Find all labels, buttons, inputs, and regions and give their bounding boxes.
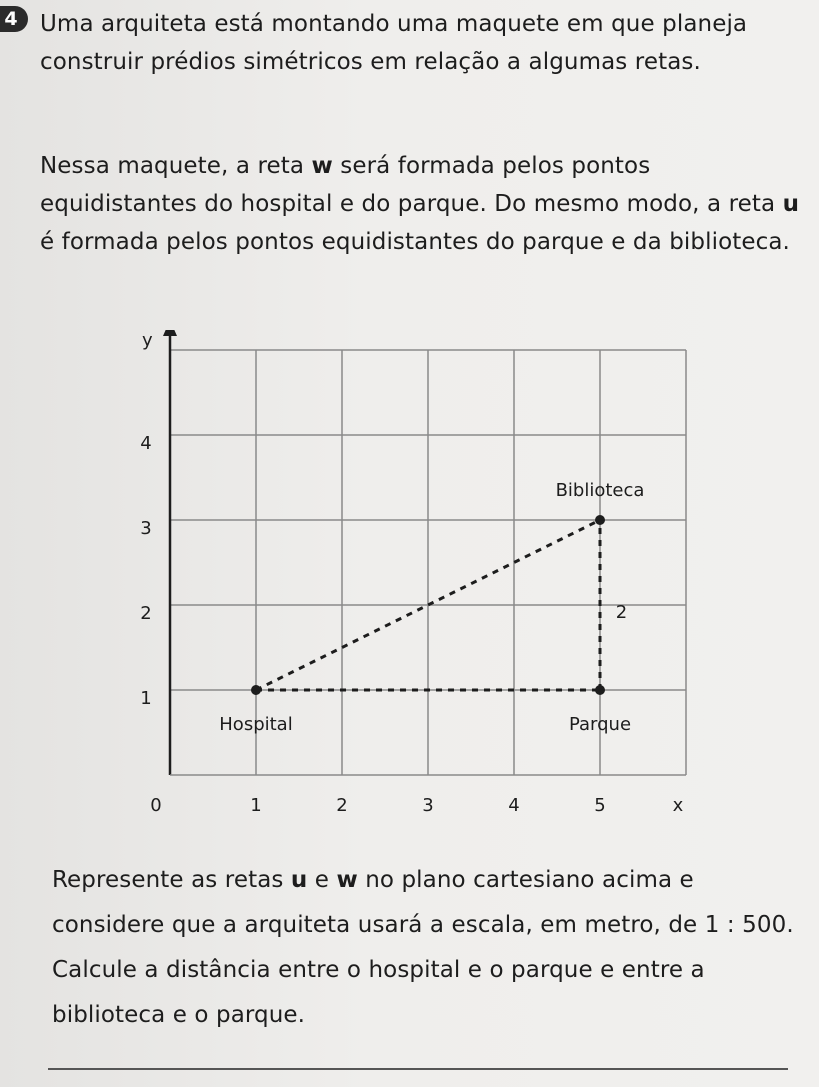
- point-label-hospital: Hospital: [219, 714, 293, 735]
- x-tick-label: 1: [250, 795, 262, 816]
- y-tick-label: 2: [140, 603, 152, 624]
- p3-text-2: no plano cartesiano acima e considere que a arquiteta usará a escala, em metro, de 1 : 500. Calcule a distância entre o hospital e o parque e entre a biblioteca e o parque.: [52, 867, 794, 1028]
- p2-text-3: é formada pelos pontos equidistantes do parque e da biblioteca.: [40, 229, 790, 255]
- question-instructions: [52, 858, 802, 1038]
- y-axis-arrow: [163, 330, 177, 336]
- p2-text-2: será formada pelos pontos equidistantes do hospital e do parque. Do mesmo modo, a reta: [40, 153, 783, 217]
- p3-text-1: Represente as retas: [52, 867, 291, 893]
- y-tick-label: 3: [140, 518, 152, 539]
- x-tick-label: 2: [336, 795, 348, 816]
- y-tick-label: 4: [140, 433, 152, 454]
- var-w: w: [311, 153, 333, 179]
- point-label-parque: Parque: [568, 714, 632, 735]
- point-parque: [595, 685, 605, 695]
- origin-label: 0: [150, 795, 162, 816]
- x-tick-label: 5: [594, 795, 606, 816]
- annotation-label: 2: [615, 601, 628, 623]
- answer-line: [48, 1068, 788, 1070]
- point-label-biblioteca: Biblioteca: [555, 480, 645, 501]
- y-tick-label: 1: [140, 688, 152, 709]
- p3-and: e: [307, 867, 337, 893]
- question-paragraph-2: [40, 147, 800, 261]
- p2-text-1: Nessa maquete, a reta: [40, 153, 312, 179]
- var-u: u: [782, 191, 800, 217]
- x-tick-label: 4: [508, 795, 520, 816]
- question-number-badge: 4: [0, 6, 28, 32]
- y-axis-label: y: [142, 330, 153, 351]
- cartesian-plane: [0, 330, 819, 830]
- p3-var-u: u: [290, 867, 308, 893]
- question-intro: Uma arquiteta está montando uma maquete em que planeja construir prédios simétricos em relação a algumas retas.: [40, 11, 748, 75]
- p3-var-w: w: [336, 867, 358, 893]
- x-tick-label: 3: [422, 795, 434, 816]
- point-biblioteca: [595, 515, 605, 525]
- x-axis-label: x: [672, 795, 684, 816]
- point-hospital: [251, 685, 261, 695]
